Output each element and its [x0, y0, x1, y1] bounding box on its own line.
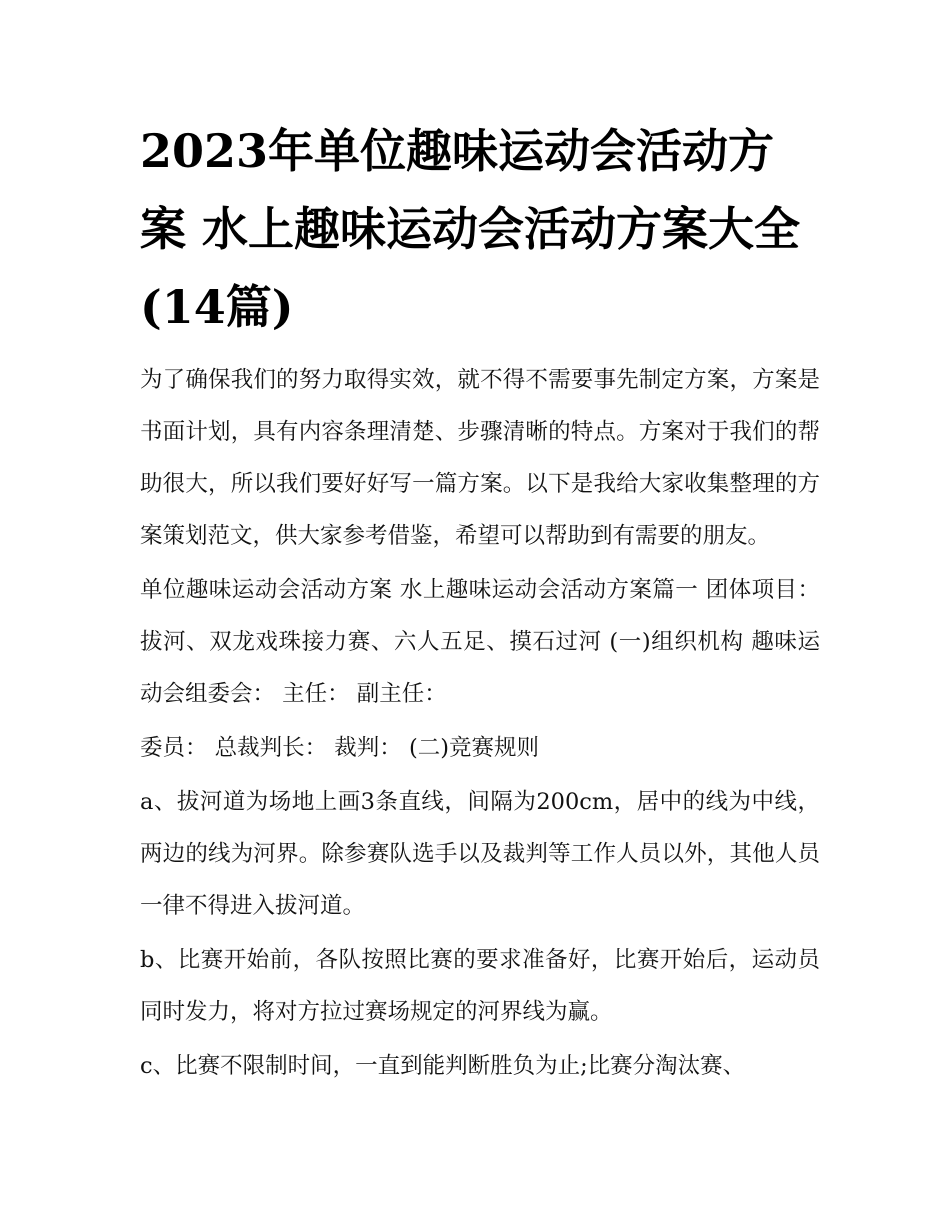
paragraph-committee: 委员： 总裁判长： 裁判： (二)竞赛规则 — [140, 735, 540, 761]
document-body — [140, 354, 820, 1094]
document-title: 2023年单位趣味运动会活动方案 水上趣味运动会活动方案大全(14篇) — [140, 124, 801, 334]
paragraph-rule-b: b、比赛开始前，各队按照比赛的要求准备好，比赛开始后，运动员同时发力，将对方拉过赛场规定的河界线为赢。 — [140, 947, 820, 1025]
paragraph-team-events: 单位趣味运动会活动方案 水上趣味运动会活动方案篇一 团体项目：拔河、双龙戏珠接力赛、六人五足、摸石过河 (一)组织机构 趣味运动会组委会： 主任： 副主任： — [140, 577, 820, 707]
paragraph-intro: 为了确保我们的努力取得实效，就不得不需要事先制定方案，方案是书面计划，具有内容条理清楚、步骤清晰的特点。方案对于我们的帮助很大，所以我们要好好写一篇方案。以下是我给大家收集整理的方案策划范文，供大家参考借鉴，希望可以帮助到有需要的朋友。 — [140, 367, 820, 549]
paragraph-rule-c: c、比赛不限制时间，一直到能判断胜负为止;比赛分淘汰赛、 — [140, 1053, 746, 1079]
paragraph-rule-a: a、拔河道为场地上画3条直线，间隔为200cm，居中的线为中线，两边的线为河界。除参赛队选手以及裁判等工作人员以外，其他人员一律不得进入拔河道。 — [140, 789, 820, 919]
